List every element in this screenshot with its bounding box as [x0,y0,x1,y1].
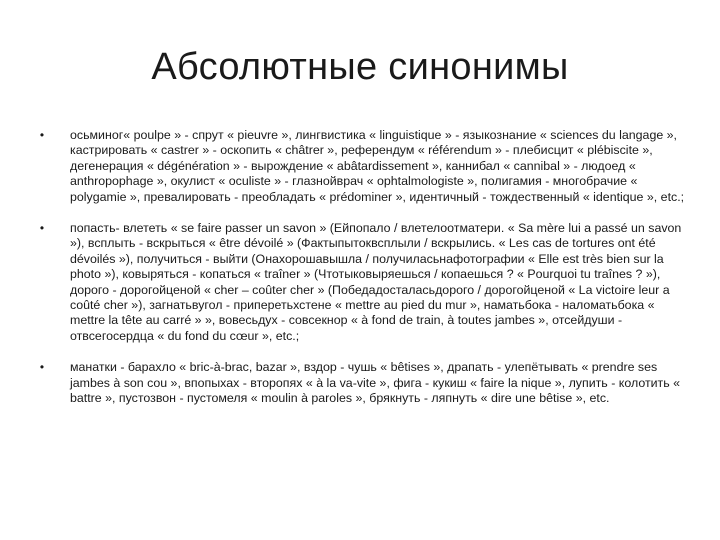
bullet-dot-icon: • [39,128,45,142]
slide-title: Абсолютные синонимы [151,46,569,88]
bullet-item [36,128,686,205]
bullet-text: манатки - барахло « bric-à-brac, bazar », вздор - чушь « bêtises », драпать - улепётывать « prendre ses jambes à son cou », впопыхах - второпях « à la va-vite », фига - кукиш « faire la nique », лупить - колотить « battre », пустозвон - пустомеля « moulin à paroles », брякнуть - ляпнуть « dire une bêtise », etc. [70,360,681,406]
bullet-list [36,128,686,407]
bullet-text: попасть- влететь « se faire passer un savon » (Ейпопало / влетелоотматери. « Sa mère lui a passé un savon »), всплыть - вскрыться « être dévoilé » (Фактыпытоквсплыли / вскрылись. « Les cas de tortures ont été dévoilés »), получиться - выйти (Онахорошавышла / получиласьнафотографии « Elle est très bien sur la photo »), ковыряться - копаться « traîner » (Чтотыковыряешься / копаешься ? « Pourquoi tu traînes ? »), дорого - дорогойценой « cher – coûter cher » (Победадосталасьдорого / дорогойценой « La victoire leur a coûté cher »), загнатьвугол - приперетьхстене « mettre au pied du mur », наматьбока - наломатьбока « mettre la tête au carré » », вовесьдух - совсекнор « à fond de train, à toutes jambes », отсейдуши - отвсегосердца « du fond du cœur », etc.; [70,221,682,343]
bullet-dot-icon: • [39,360,45,375]
bullet-dot-icon: • [39,221,45,236]
bullet-item [36,221,686,344]
bullet-text: осьминог« poulpe » - спрут « pieuvre », лингвистика « linguistique » - языкознание « sciences du langage », кастрировать « castrer » - оскопить « châtrer », референдум « référendum » - плебисцит « plébiscite », дегенерация « dégénération » - вырождение « abâtardissement », каннибал « cannibal » - людоед « anthropophage », окулист « oculiste » - глазнойврач « ophtalmologiste », полигамия - многобрачие « polygamie », превалировать - преобладать « prédominer », идентичный - тождественный « identique », etc.; [70,128,685,204]
bullet-item [36,360,686,406]
